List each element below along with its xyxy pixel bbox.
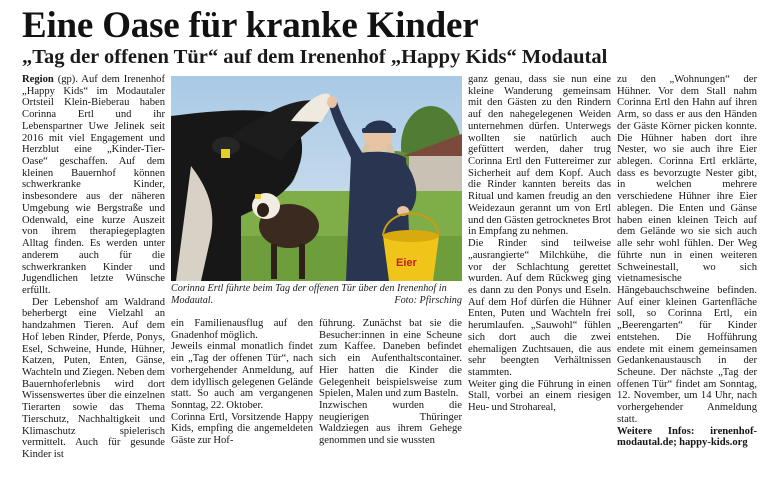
bucket-label: Eier — [396, 257, 417, 269]
paragraph: Der Lebenshof am Waldrand beherbergt eine Vielzahl an handzahmen Tieren. Auf dem Hof leben Rinder, Pferde, Ponys, Esel, Schweine, Hunde, Hühner, Katzen, Puten, Enten, Gänse, Wachteln und Ziegen. Neben dem Bauernhoferlebnis wird dort Wissenswertes über die einzelnen Tierarten sowie das Thema Tierschutz, Nachhaltigkeit und Klimaschutz spielerisch vermittelt. Auch für gesunde Kinder ist — [22, 296, 165, 460]
photo-caption — [171, 283, 462, 306]
paragraph: Weiter ging die Führung in einen Stall, vorbei an einem riesigen Heu- und Strohareal, — [468, 378, 611, 414]
subheadline: „Tag der offenen Tür“ auf dem Irenenhof „Happy Kids“ Modautal — [22, 46, 608, 68]
article-photo — [171, 76, 462, 281]
photo-cow-farm-scene — [171, 76, 462, 281]
column-4 — [468, 74, 611, 414]
paragraph: führung. Zunächst bat sie die Besucher:innen in eine Scheune zum Kaffee. Daneben befindet sich ein Aufenthaltscontainer. Hier hatten die Kinder die Gelegenheit beispielsweise zum Spielen, Malen und zum Basteln. — [319, 318, 462, 400]
caption-text: Corinna Ertl führte beim Tag der offenen Tür über den Irenenhof in Modautal. — [171, 283, 447, 306]
paragraph: Inzwischen wurden die neugierigen Thüringer Waldziegen aus ihrem Gehege genommen und sie wussten — [319, 400, 462, 447]
intro-text: (gp). Auf dem Irenenhof „Happy Kids“ im Modautaler Ortsteil Klein-Bieberau haben Corinna Ertl und ihr Lebenspartner Uwe Jelinek seit 2016 mit viel Engagement und Herzblut eine „Kinder-Tier-Oase“ geschaffen. Auf dem kleinen Bauernhof können schwerkranke Kinder, insbesondere aus der näheren Umgebung wie Bergstraße und Odenwald, eine kurze Auszeit von ihrem therapiegeplagten Alltag finden. Es werden unter anderem auch für die schwerkranken Kinder und Jugendlichen letzte Wünsche erfüllt. — [22, 74, 165, 296]
paragraph-intro — [22, 74, 165, 297]
photo-credit: Foto: Pfirsching — [394, 294, 462, 306]
column-1 — [22, 74, 165, 461]
paragraph: Corinna Ertl, Vorsitzende Happy Kids, empfing die angemeldeten Gäste zur Hof- — [171, 411, 313, 447]
column-5 — [617, 74, 757, 449]
paragraph: ein Familienausflug auf den Gnadenhof möglich. — [171, 318, 313, 341]
web-info-link[interactable]: Weitere Infos: irenenhof-modautal.de; happy-kids.org — [617, 425, 757, 449]
paragraph: zu den „Wohnungen“ der Hühner. Vor dem Stall nahm Corinna Ertl den Hahn auf ihren Arm, so dass er aus den Händen der Gäste Körner picken konnte. Die Hühner haben dort ihre Nester, wo sie auch ihre Eier ablegen. Corinna Ertl erklärte, dass es bevorzugte Nester gibt, in welchen mehrere verschiedene Hühner ihre Eier ablegen. Die Enten und Gänse haben einen kleinen Teich auf dem Gelände wo sie sich auch alle sehr wohl fühlen. Der Weg führte nun in einen weiteren Schweinestall, wo sich vietnamesische Hängebauchschweine befinden. Auf einer kleinen Gartenfläche soll, so Corinna Ertl, ein „Beerengarten“ für Kinder entstehen. Die Hofführung endete mit einem gemeinsamen Gedankenaustausch in der Scheune. Der nächste „Tag der offenen Tür“ findet am Sonntag, 12. November, um 14 Uhr, nach vorhergehender Anmeldung statt. — [617, 74, 757, 425]
column-3 — [319, 318, 462, 447]
paragraph: Die Rinder sind teilweise „ausrangierte“ Milchkühe, die vor der Schlachtung gerettet wurden. Auf dem Rückweg ging es dann zu den Ponys und Eseln. Auf dem Hof dürfen die Hühner Enten, Puten und Wachteln frei herumlaufen. „Sauwohl“ fühlen sich dort auch die zwei ehemaligen Zuchtsauen, die aus sehr beengten Verhältnissen stammten. — [468, 238, 611, 378]
dateline: Region — [22, 74, 54, 85]
paragraph: ganz genau, dass sie nun eine kleine Wanderung gemeinsam mit den Gästen zu den Rindern auf den nahegelegenen Weiden unternehmen dürfen. Unterwegs wollten sie natürlich auch gefüttert werden, daher trug Corinna Ertl den Futtereimer zur Sicherheit auf dem Kopf. Auch die Rinder kannten bereits das Ritual und kamen freudig an den Weidezaun gerannt um von Ertl und den Gästen getrocknetes Brot in Empfang zu nehmen. — [468, 74, 611, 238]
headline: Eine Oase für kranke Kinder — [22, 5, 479, 46]
paragraph: Jeweils einmal monatlich findet ein „Tag der offenen Tür“, nach vorhergehender Anmeldung, auf dem idyllisch gelegenen Gelände statt. So auch am vergangenen Sonntag, 22. Oktober. — [171, 341, 313, 412]
column-2 — [171, 318, 313, 447]
